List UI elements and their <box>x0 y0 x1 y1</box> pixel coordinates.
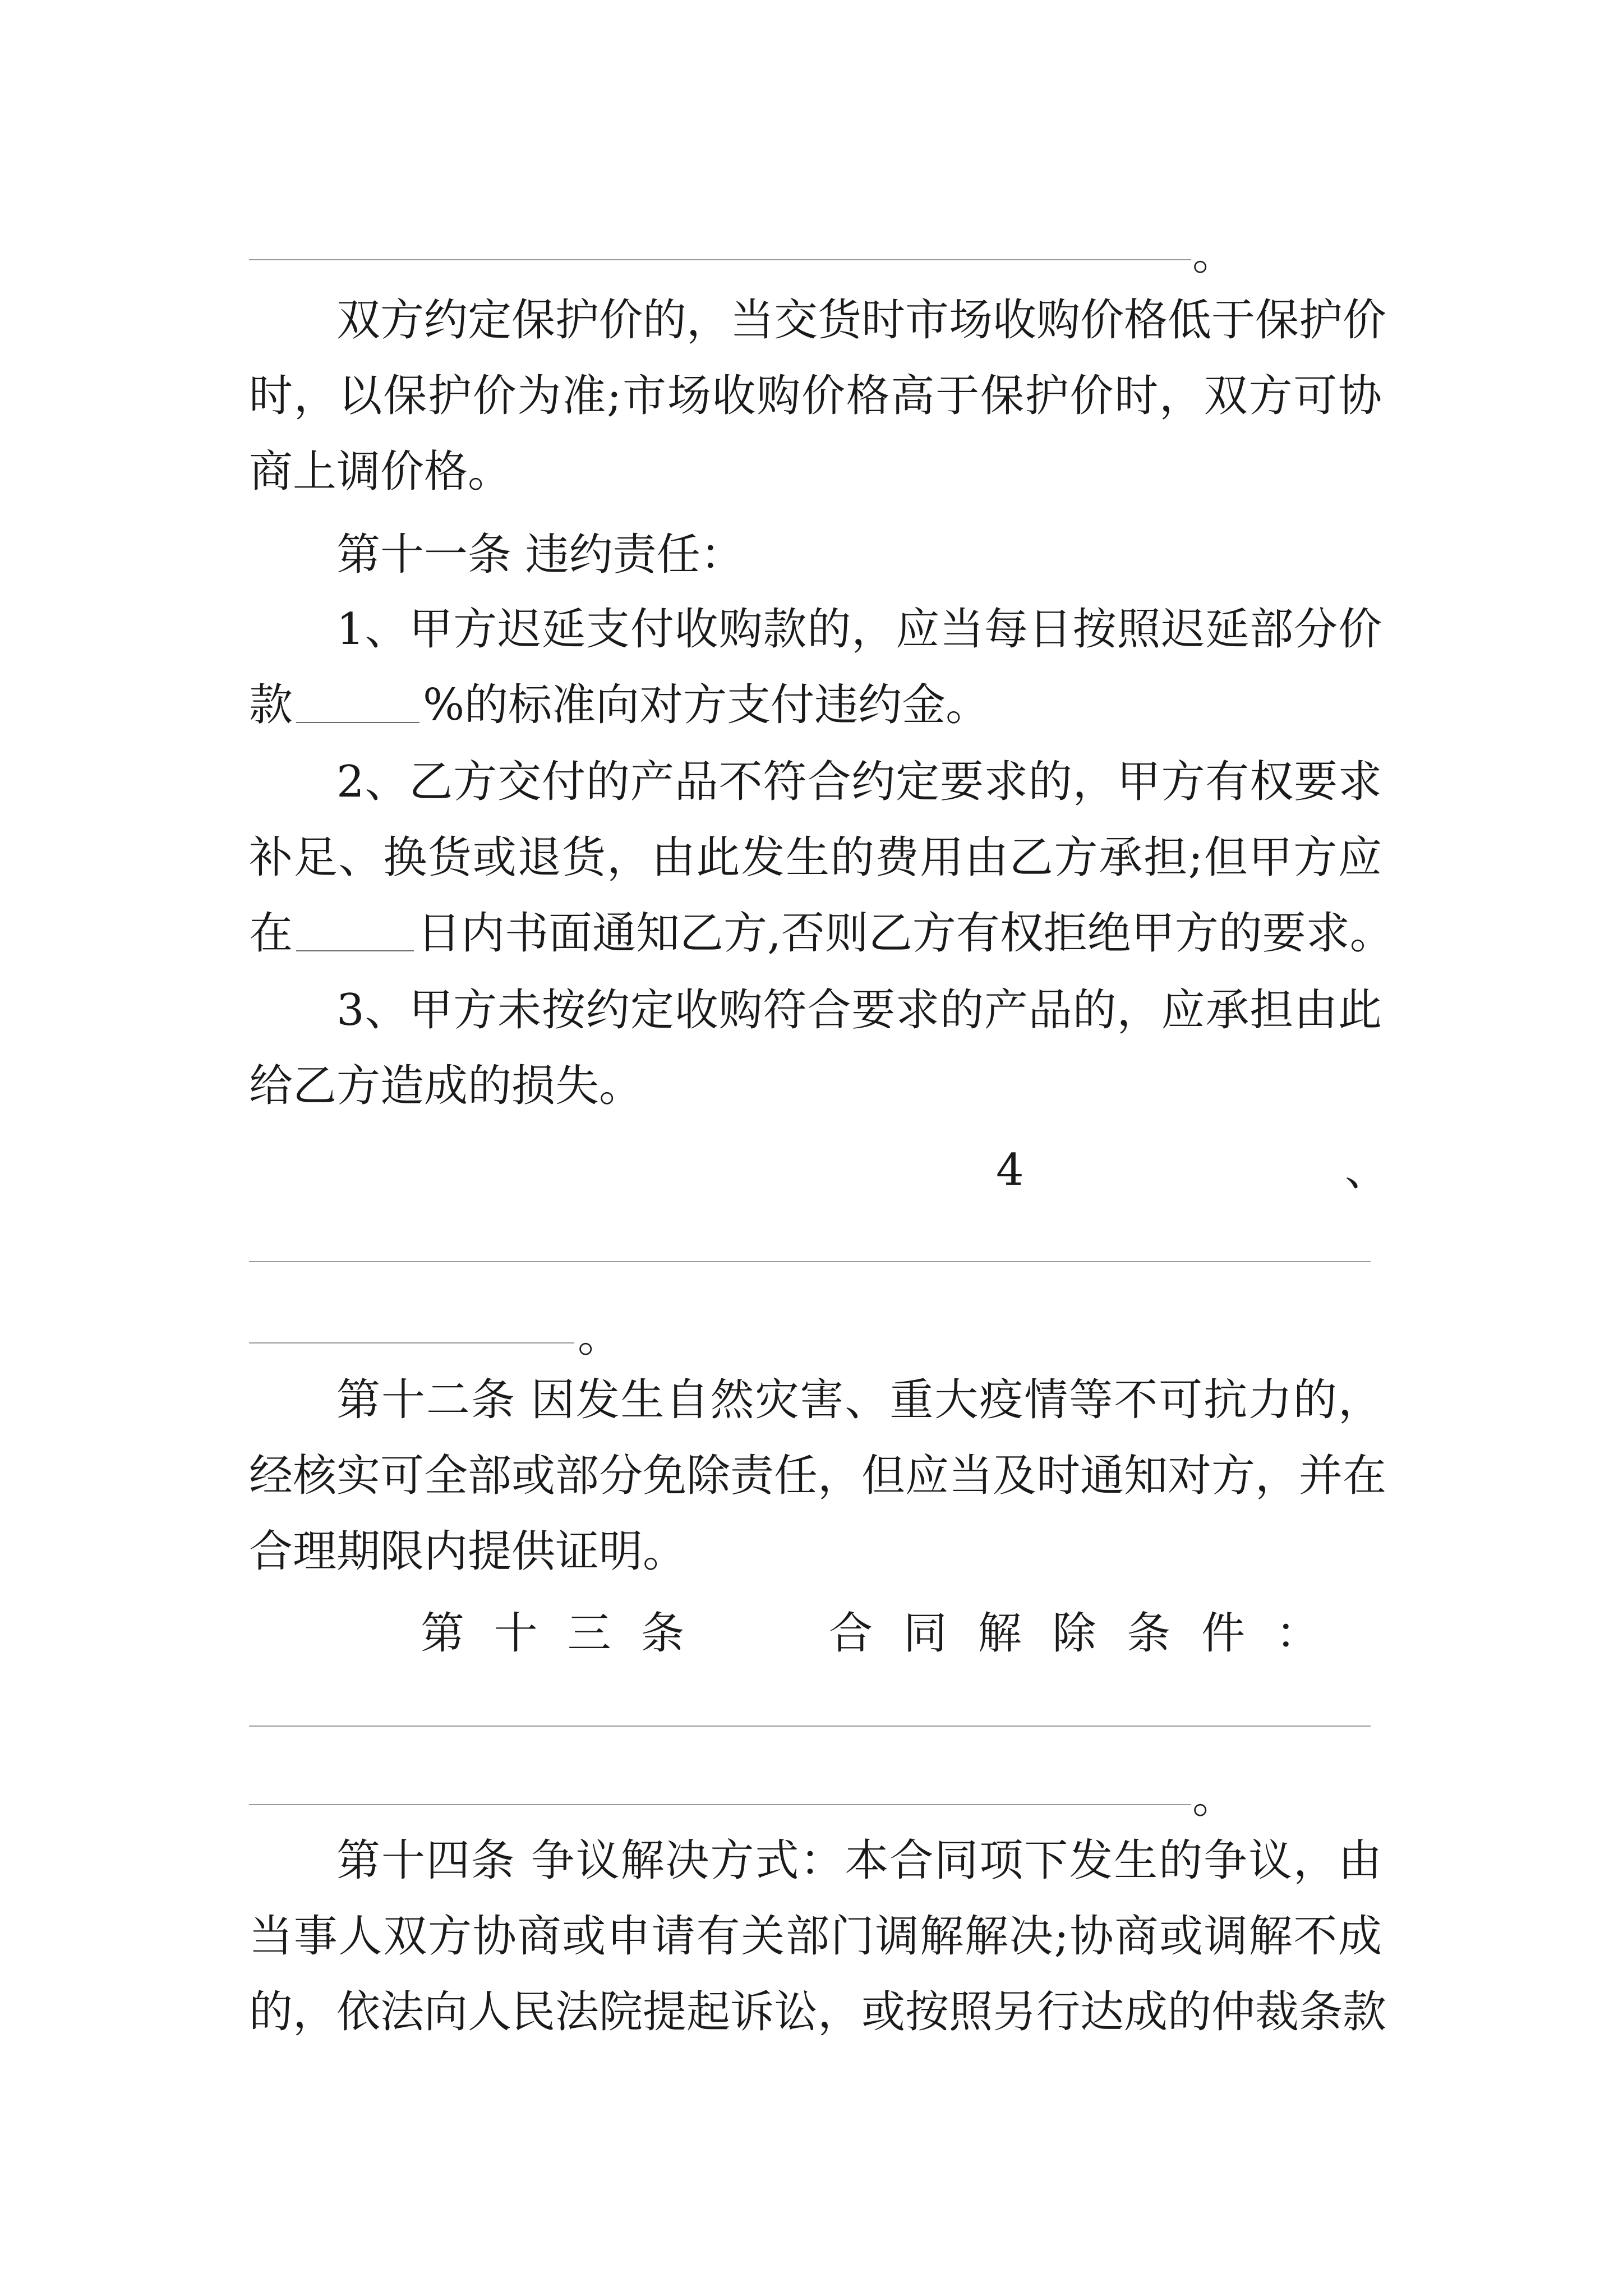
fill-in-line <box>249 1261 1371 1262</box>
paragraph-line: 时，以保护价为准;市场收购价格高于保护价时，双方可协 <box>249 371 1382 421</box>
paragraph-line: 第十四条 争议解决方式：本合同项下发生的争议，由 <box>336 1835 1382 1886</box>
paragraph-line: 合理期限内提供证明。 <box>249 1526 687 1577</box>
paragraph-line: 3、甲方未按约定收购符合要求的产品的，应承担由此 <box>336 985 1382 1036</box>
paragraph-line: 第十二条 因发生自然灾害、重大疫情等不可抗力的， <box>336 1375 1382 1425</box>
period-mark: 。 <box>1192 1773 1237 1823</box>
paragraph-line: 当事人双方协商或申请有关部门调解解决;协商或调解不成 <box>249 1911 1382 1962</box>
article-13-heading-right: 合 同 解 除 条 件 ： <box>829 1608 1320 1659</box>
paragraph-line <box>249 680 1382 730</box>
paragraph-line: 1、甲方迟延支付收购款的，应当每日按照迟延部分价 <box>336 604 1382 655</box>
paragraph-line: 给乙方造成的损失。 <box>249 1061 643 1111</box>
line-prefix: 款 <box>249 680 293 730</box>
fill-in-blank <box>296 950 414 951</box>
paragraph-line: 商上调价格。 <box>249 447 512 497</box>
fill-in-line <box>249 1342 574 1343</box>
fill-in-line <box>249 259 1191 260</box>
period-mark: 。 <box>1192 229 1237 280</box>
article-13-heading-left: 第 十 三 条 <box>421 1608 685 1659</box>
period-mark: 。 <box>578 1312 622 1362</box>
fill-in-line <box>249 1726 1371 1727</box>
item-4-number: 4 <box>996 1145 1024 1195</box>
paragraph-line: 2、乙方交付的产品不符合约定要求的，甲方有权要求 <box>336 757 1382 807</box>
paragraph-line: 补足、换货或退货，由此发生的费用由乙方承担;但甲方应 <box>249 832 1382 883</box>
line-suffix: %的标准向对方支付违约金。 <box>423 680 990 730</box>
item-4-separator: 、 <box>1345 1145 1389 1195</box>
fill-in-line <box>249 1804 1191 1805</box>
paragraph-line: 经核实可全部或部分免除责任，但应当及时通知对方，并在 <box>249 1451 1387 1501</box>
line-prefix: 在 <box>249 908 293 959</box>
paragraph-line: 的，依法向人民法院提起诉讼，或按照另行达成的仲裁条款 <box>249 1987 1387 2037</box>
paragraph-line: 双方约定保护价的，当交货时市场收购价格低于保护价 <box>336 295 1387 346</box>
line-suffix: 日内书面通知乙方,否则乙方有权拒绝甲方的要求。 <box>417 908 1394 959</box>
article-11-heading: 第十一条 违约责任： <box>336 530 744 580</box>
fill-in-blank <box>296 721 419 723</box>
paragraph-line <box>249 908 1394 959</box>
